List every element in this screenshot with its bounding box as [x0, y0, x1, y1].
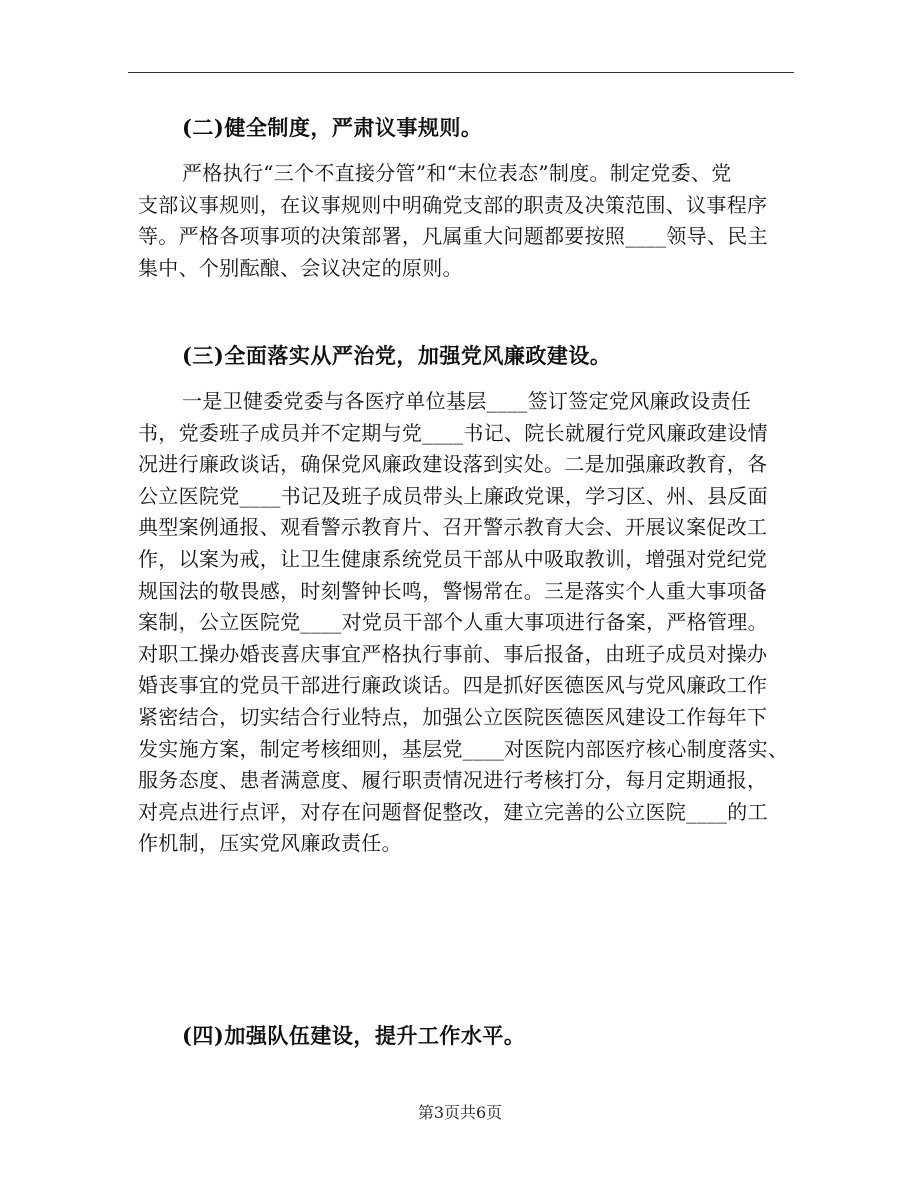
header-rule: [128, 72, 794, 73]
paragraph-line: 紧密结合，切实结合行业特点，加强公立医院医德医风建设工作每年下: [138, 704, 768, 729]
paragraph-line: 集中、个别酝酿、会议决定的原则。: [138, 255, 463, 280]
paragraph-line: 支部议事规则，在议事规则中明确党支部的职责及决策范围、议事程序: [138, 192, 768, 217]
paragraph-line: 严格执行“三个不直接分管”和“末位表态”制度。制定党委、党: [182, 161, 732, 185]
paragraph-line: 婚丧事宜的党员干部进行廉政谈话。四是抓好医德医风与党风廉政工作: [138, 673, 768, 698]
paragraph-line: 公立医院党____书记及班子成员带头上廉政党课，学习区、州、县反面: [138, 483, 768, 508]
paragraph-rules: [138, 158, 798, 284]
section-heading-2: (二)健全制度，严肃议事规则。: [182, 115, 483, 140]
paragraph-line: 作，以案为戒，让卫生健康系统党员干部从中吸取教训，增强对党纪党: [138, 546, 768, 571]
paragraph-line: 典型案例通报、观看警示教育片、召开警示教育大会、开展议案促改工: [138, 515, 768, 540]
paragraph-line: 发实施方案，制定考核细则，基层党____对医院内部医疗核心制度落实、: [138, 736, 789, 761]
section-heading-3: (三)全面落实从严治党，加强党风廉政建设。: [182, 343, 612, 368]
paragraph-line: 书，党委班子成员并不定期与党____书记、院长就履行党风廉政建设情: [138, 420, 768, 445]
paragraph-line: 服务态度、患者满意度、履行职责情况进行考核打分，每月定期通报，: [138, 768, 768, 793]
paragraph-line: 作机制，压实党风廉政责任。: [138, 831, 402, 856]
paragraph-discipline: [138, 386, 798, 860]
paragraph-line: 等。严格各项事项的决策部署，凡属重大问题都要按照____领导、民主: [138, 224, 768, 249]
paragraph-line: 对亮点进行点评，对存在问题督促整改，建立完善的公立医院____的工: [138, 799, 768, 824]
paragraph-line: 规国法的敬畏感，时刻警钟长鸣，警惕常在。三是落实个人重大事项备: [138, 578, 768, 603]
section-heading-4: (四)加强队伍建设，提升工作水平。: [182, 1023, 526, 1048]
paragraph-line: 案制，公立医院党____对党员干部个人重大事项进行备案，严格管理。: [138, 610, 768, 635]
page-number: 第3页共6页: [417, 1103, 503, 1122]
paragraph-line: 况进行廉政谈话，确保党风廉政建设落到实处。二是加强廉政教育，各: [138, 452, 768, 477]
paragraph-line: 对职工操办婚丧喜庆事宜严格执行事前、事后报备，由班子成员对操办: [138, 641, 768, 666]
paragraph-line: 一是卫健委党委与各医疗单位基层____签订签定党风廉政设责任: [182, 389, 751, 413]
